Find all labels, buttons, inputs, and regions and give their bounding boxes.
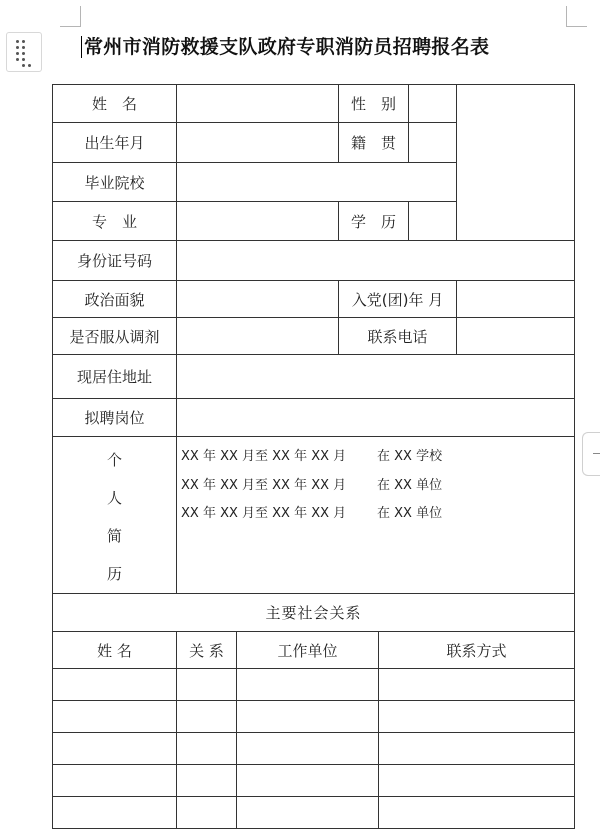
relations-cell-name[interactable]	[53, 733, 177, 765]
relations-cell-relation[interactable]	[177, 765, 237, 797]
relations-cell-contact[interactable]	[379, 733, 575, 765]
resume-entry	[181, 500, 574, 529]
input-resume[interactable]	[177, 437, 575, 594]
relations-cell-name[interactable]	[53, 701, 177, 733]
relations-cell-name[interactable]	[53, 669, 177, 701]
input-education[interactable]	[409, 202, 457, 241]
resume-period: XX 年 XX 月至 XX 年 XX 月	[181, 506, 347, 521]
input-origin[interactable]	[409, 123, 457, 163]
label-origin: 籍 贯	[339, 123, 409, 163]
resume-place: 在 XX 单位	[377, 506, 443, 521]
relations-cell-workplace[interactable]	[237, 733, 379, 765]
resume-place: 在 XX 学校	[377, 449, 443, 464]
label-name: 姓 名	[53, 85, 177, 123]
resume-period: XX 年 XX 月至 XX 年 XX 月	[181, 477, 347, 493]
resume-label-char: 历	[106, 565, 122, 583]
relations-cell-relation[interactable]	[177, 701, 237, 733]
relations-cell-workplace[interactable]	[237, 797, 379, 829]
relations-cell-name[interactable]	[53, 797, 177, 829]
relations-header-workplace: 工作单位	[237, 632, 379, 669]
input-phone[interactable]	[457, 318, 575, 355]
resume-label-char: 人	[106, 489, 122, 507]
relations-cell-contact[interactable]	[379, 797, 575, 829]
resume-period: XX 年 XX 月至 XX 年 XX 月	[181, 449, 347, 464]
input-party-date[interactable]	[457, 281, 575, 318]
label-resume	[53, 437, 177, 594]
label-position: 拟聘岗位	[53, 399, 177, 437]
relations-row	[53, 765, 575, 797]
relations-header-contact: 联系方式	[379, 632, 575, 669]
input-name[interactable]	[177, 85, 339, 123]
input-obey-adjustment[interactable]	[177, 318, 339, 355]
relations-row	[53, 733, 575, 765]
relations-cell-relation[interactable]	[177, 733, 237, 765]
resume-entry	[181, 472, 574, 501]
relations-cell-name[interactable]	[53, 765, 177, 797]
page-corner-mark-right	[566, 6, 587, 27]
input-position[interactable]	[177, 399, 575, 437]
text-cursor	[81, 36, 82, 58]
label-major: 专 业	[53, 202, 177, 241]
relations-cell-contact[interactable]	[379, 701, 575, 733]
relations-cell-contact[interactable]	[379, 669, 575, 701]
input-id-number[interactable]	[177, 241, 575, 281]
label-id-number: 身份证号码	[53, 241, 177, 281]
label-obey-adjustment: 是否服从调剂	[53, 318, 177, 355]
registration-form-table	[52, 84, 575, 829]
relations-header-relation: 关 系	[177, 632, 237, 669]
drag-handle-icon[interactable]	[6, 32, 42, 72]
relations-row	[53, 701, 575, 733]
photo-box[interactable]	[457, 85, 575, 241]
resume-label-char: 简	[106, 527, 122, 545]
relations-row	[53, 797, 575, 829]
relations-cell-workplace[interactable]	[237, 669, 379, 701]
input-gender[interactable]	[409, 85, 457, 123]
relations-section-title: 主要社会关系	[53, 594, 575, 632]
label-school: 毕业院校	[53, 163, 177, 202]
input-political-status[interactable]	[177, 281, 339, 318]
relations-cell-relation[interactable]	[177, 669, 237, 701]
input-school[interactable]	[177, 163, 457, 202]
label-education: 学 历	[339, 202, 409, 241]
resume-place: 在 XX 单位	[377, 477, 443, 493]
relations-row	[53, 669, 575, 701]
page-corner-mark-left	[60, 6, 81, 27]
resume-entry	[181, 443, 574, 472]
input-birth[interactable]	[177, 123, 339, 163]
label-address: 现居住地址	[53, 355, 177, 399]
input-address[interactable]	[177, 355, 575, 399]
label-phone: 联系电话	[339, 318, 457, 355]
side-panel-toggle-icon[interactable]	[582, 432, 600, 476]
relations-header-name: 姓 名	[53, 632, 177, 669]
relations-cell-workplace[interactable]	[237, 765, 379, 797]
label-birth: 出生年月	[53, 123, 177, 163]
relations-cell-workplace[interactable]	[237, 701, 379, 733]
relations-cell-relation[interactable]	[177, 797, 237, 829]
resume-label-char: 个	[106, 451, 122, 469]
relations-cell-contact[interactable]	[379, 765, 575, 797]
label-political-status: 政治面貌	[53, 281, 177, 318]
page-title: 常州市消防救援支队政府专职消防员招聘报名表	[84, 36, 490, 58]
label-gender: 性 别	[339, 85, 409, 123]
input-major[interactable]	[177, 202, 339, 241]
label-party-date: 入党(团)年 月	[339, 281, 457, 318]
